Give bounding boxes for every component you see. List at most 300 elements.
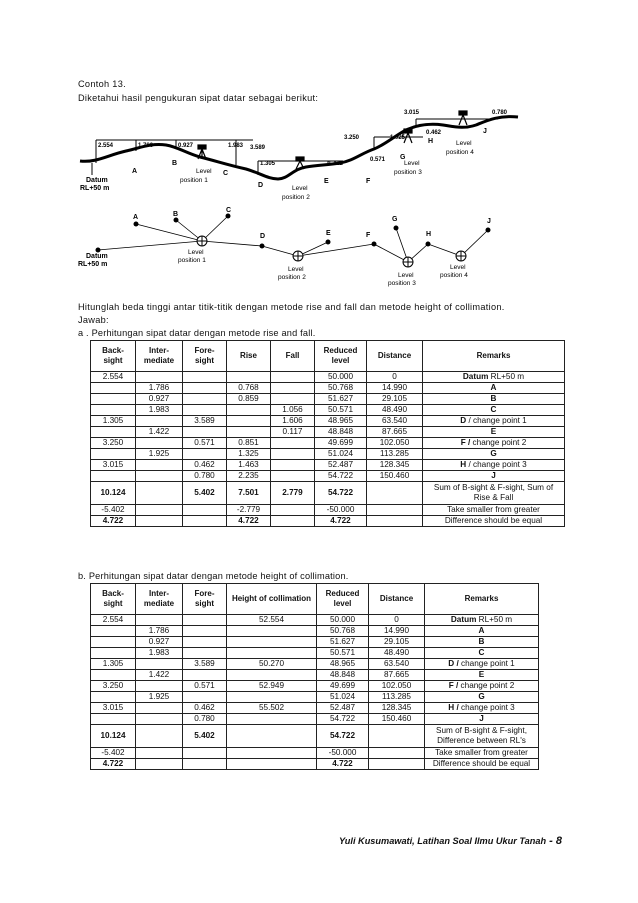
header-intermediate: Inter-mediate xyxy=(136,341,183,372)
cell-rl: 51.024 xyxy=(317,692,369,703)
remark-note: change point 2 xyxy=(470,438,527,447)
cell-bs xyxy=(91,637,136,648)
table-row xyxy=(91,372,565,383)
sum-backsight: 10.124 xyxy=(91,482,136,505)
cell-hc: 55.502 xyxy=(227,703,317,714)
header-backsight: Back-sight xyxy=(91,341,136,372)
cell-fall xyxy=(271,383,315,394)
cell-is xyxy=(136,681,183,692)
table-header-row xyxy=(91,341,565,372)
level-word: Level xyxy=(456,140,472,147)
cell-fs: 0.571 xyxy=(183,438,227,449)
level-word: Level xyxy=(188,249,204,256)
table-row xyxy=(91,405,565,416)
diff-rise: 4.722 xyxy=(227,516,271,527)
point-label: H xyxy=(426,231,432,238)
diff-reduced-level: 4.722 xyxy=(315,516,367,527)
cell-bs: 3.250 xyxy=(91,438,136,449)
table-row xyxy=(91,471,565,482)
cell-hc xyxy=(227,626,317,637)
cell-bs xyxy=(91,626,136,637)
point-label: F xyxy=(366,232,371,239)
cell-is xyxy=(136,471,183,482)
cell-dist: 102.050 xyxy=(369,681,425,692)
cell-bs xyxy=(91,383,136,394)
cell-bs xyxy=(91,427,136,438)
remark-point: E xyxy=(490,427,497,436)
remark-point: H xyxy=(460,460,467,469)
level-word: Level xyxy=(398,272,414,279)
cell-fs xyxy=(183,405,227,416)
cell-bs: 2.554 xyxy=(91,615,136,626)
cell-rise xyxy=(227,372,271,383)
header-backsight: Back-sight xyxy=(91,584,136,615)
cell-is xyxy=(136,438,183,449)
cell-bs: 3.015 xyxy=(91,703,136,714)
cell-is xyxy=(136,416,183,427)
cell-dist: 113.285 xyxy=(369,692,425,703)
cell-fs xyxy=(183,427,227,438)
point-label: B xyxy=(173,211,179,218)
cell-fall xyxy=(271,394,315,405)
point-label: D xyxy=(260,233,266,240)
cell-rise: 2.235 xyxy=(227,471,271,482)
cell-hc: 52.949 xyxy=(227,681,317,692)
remark-point: B xyxy=(478,637,485,646)
cell-rl: 51.627 xyxy=(317,637,369,648)
cell-rise xyxy=(227,405,271,416)
reading-label: 1.983 xyxy=(228,143,244,149)
sum-reduced-level: 54.722 xyxy=(317,725,369,748)
point-label: F xyxy=(366,178,371,185)
sum-rise: 7.501 xyxy=(227,482,271,505)
cell-dist: 102.050 xyxy=(367,438,423,449)
cell-is: 1.786 xyxy=(136,626,183,637)
cell-fs xyxy=(183,637,227,648)
cell-remarks xyxy=(425,648,539,659)
cell-remarks xyxy=(423,438,565,449)
diff-remarks: Difference should be equal xyxy=(423,516,565,527)
cell-dist: 150.460 xyxy=(367,471,423,482)
table-row xyxy=(91,637,539,648)
cell-rise: 0.851 xyxy=(227,438,271,449)
cell-fs: 3.589 xyxy=(183,659,227,670)
sum-backsight: 10.124 xyxy=(91,725,136,748)
cell-dist: 0 xyxy=(369,615,425,626)
table-row xyxy=(91,626,539,637)
remark-note: RL+50 m xyxy=(488,372,525,381)
cell-fs xyxy=(183,626,227,637)
sum-foresight: 5.402 xyxy=(183,482,227,505)
remark-point: J xyxy=(479,714,484,723)
level-word: Level xyxy=(404,160,420,167)
rise-fall-table xyxy=(90,340,565,527)
cell-is xyxy=(136,714,183,725)
sum-remarks: Sum of B-sight & F-sight, Sum of Rise & Fall xyxy=(423,482,565,505)
level-position-3: position 3 xyxy=(394,169,422,176)
cell-fs xyxy=(183,615,227,626)
cell-fall xyxy=(271,372,315,383)
point-label: D xyxy=(258,182,264,189)
sub-reduced-level: -50.000 xyxy=(317,748,369,759)
diff-remarks: Difference should be equal xyxy=(425,759,539,770)
sum-row xyxy=(91,725,539,748)
remark-point: J xyxy=(491,471,496,480)
answer-label: Jawab: xyxy=(78,315,109,325)
cell-rl: 49.699 xyxy=(315,438,367,449)
cell-fs: 0.571 xyxy=(183,681,227,692)
level-word: Level xyxy=(450,264,466,271)
cell-rl: 54.722 xyxy=(317,714,369,725)
cell-dist: 128.345 xyxy=(367,460,423,471)
page-footer xyxy=(339,835,562,847)
cell-remarks xyxy=(425,703,539,714)
cell-fall: 0.117 xyxy=(271,427,315,438)
reading-label: 3.015 xyxy=(404,110,420,116)
cell-dist: 63.540 xyxy=(367,416,423,427)
point-label: B xyxy=(172,160,178,167)
example-number: Contoh 13. xyxy=(78,79,126,89)
point-label: A xyxy=(132,168,138,175)
sub-backsight: -5.402 xyxy=(91,748,136,759)
point-label: J xyxy=(483,128,487,135)
reading-label: 1.786 xyxy=(138,143,154,149)
cell-rl: 48.965 xyxy=(317,659,369,670)
header-reduced-level: Reduced level xyxy=(317,584,369,615)
cell-fs: 0.462 xyxy=(183,460,227,471)
sub-remarks: Take smaller from greater xyxy=(423,505,565,516)
cell-bs xyxy=(91,405,136,416)
table-row xyxy=(91,427,565,438)
cell-rl: 48.848 xyxy=(315,427,367,438)
point-label: C xyxy=(226,207,232,214)
point-label: C xyxy=(223,170,229,177)
cell-is: 1.786 xyxy=(136,383,183,394)
cell-dist: 29.105 xyxy=(369,637,425,648)
cell-dist: 150.460 xyxy=(369,714,425,725)
cell-bs: 3.015 xyxy=(91,460,136,471)
header-rise: Rise xyxy=(227,341,271,372)
cell-hc: 52.554 xyxy=(227,615,317,626)
question-text: Hitunglah beda tinggi antar titik-titik dengan metode rise and fall dan metode height of collimation. xyxy=(78,302,505,312)
remark-point: G xyxy=(490,449,497,458)
datum-rl-label: RL+50 m xyxy=(78,261,108,268)
reading-label: 2.554 xyxy=(98,143,114,149)
level-position-3: position 3 xyxy=(388,280,416,287)
cell-fs: 0.462 xyxy=(183,703,227,714)
table-body xyxy=(91,615,539,725)
sum-foresight: 5.402 xyxy=(183,725,227,748)
reading-label: 1.925 xyxy=(390,135,406,141)
cell-fall xyxy=(271,471,315,482)
cell-bs xyxy=(91,714,136,725)
cell-rl: 50.571 xyxy=(317,648,369,659)
remark-point: D xyxy=(460,416,467,425)
cell-rl: 50.000 xyxy=(315,372,367,383)
datum-label: Datum xyxy=(86,177,108,184)
level-word: Level xyxy=(196,168,212,175)
cell-dist: 14.990 xyxy=(367,383,423,394)
cell-dist: 113.285 xyxy=(367,449,423,460)
table-row xyxy=(91,648,539,659)
cell-bs xyxy=(91,692,136,703)
table-row xyxy=(91,692,539,703)
cell-fs xyxy=(183,692,227,703)
sub-backsight: -5.402 xyxy=(91,505,136,516)
cell-fall: 1.056 xyxy=(271,405,315,416)
sum-remarks: Sum of B-sight & F-sight, Difference between RL's xyxy=(425,725,539,748)
point-label: J xyxy=(487,218,491,225)
header-remarks: Remarks xyxy=(423,341,565,372)
point-label: E xyxy=(326,230,331,237)
page-number: - 8 xyxy=(546,835,562,847)
cell-fs xyxy=(183,670,227,681)
header-reduced-level: Reduced level xyxy=(315,341,367,372)
level-word: Level xyxy=(288,266,304,273)
remark-point: B xyxy=(490,394,497,403)
cell-rl: 54.722 xyxy=(315,471,367,482)
remark-point: A xyxy=(490,383,497,392)
cell-is: 1.422 xyxy=(136,427,183,438)
cell-hc: 50.270 xyxy=(227,659,317,670)
cell-fall xyxy=(271,438,315,449)
table-row xyxy=(91,383,565,394)
sum-fall: 2.779 xyxy=(271,482,315,505)
cell-remarks xyxy=(423,372,565,383)
cell-rl: 48.965 xyxy=(315,416,367,427)
remark-note: / change point 1 xyxy=(466,416,527,425)
header-foresight: Fore-sight xyxy=(183,341,227,372)
level-position-4: position 4 xyxy=(440,272,468,279)
cell-remarks xyxy=(425,670,539,681)
cell-fs xyxy=(183,383,227,394)
reading-label: 0.462 xyxy=(426,130,442,136)
cell-dist: 87.665 xyxy=(369,670,425,681)
level-position-1: position 1 xyxy=(180,177,208,184)
cell-bs: 3.250 xyxy=(91,681,136,692)
reading-label: 1.305 xyxy=(260,161,276,167)
sum-reduced-level: 54.722 xyxy=(315,482,367,505)
reading-label: 0.780 xyxy=(492,110,508,116)
cell-fs: 0.780 xyxy=(183,471,227,482)
header-fall: Fall xyxy=(271,341,315,372)
cell-remarks xyxy=(423,405,565,416)
remark-note: change point 2 xyxy=(460,681,515,690)
level-position-2: position 2 xyxy=(278,274,306,281)
table-row xyxy=(91,615,539,626)
cell-rise: 1.463 xyxy=(227,460,271,471)
difference-row xyxy=(91,759,539,770)
cell-is: 0.927 xyxy=(136,394,183,405)
reading-label: 3.250 xyxy=(344,135,360,141)
cell-remarks xyxy=(425,615,539,626)
table-row xyxy=(91,438,565,449)
cell-dist: 87.665 xyxy=(367,427,423,438)
given-text: Diketahui hasil pengukuran sipat datar sebagai berikut: xyxy=(78,93,319,103)
cell-rise: 1.325 xyxy=(227,449,271,460)
header-intermediate: Inter-mediate xyxy=(136,584,183,615)
remark-point: Datum xyxy=(462,372,489,381)
level-plan-diagram xyxy=(78,206,528,292)
cell-rise: 0.768 xyxy=(227,383,271,394)
cell-bs xyxy=(91,670,136,681)
cell-bs xyxy=(91,394,136,405)
sub-remarks: Take smaller from greater xyxy=(425,748,539,759)
cell-rl: 50.000 xyxy=(317,615,369,626)
cell-bs: 1.305 xyxy=(91,416,136,427)
cell-remarks xyxy=(425,659,539,670)
level-position-4: position 4 xyxy=(446,149,474,156)
cell-dist: 29.105 xyxy=(367,394,423,405)
reading-label: 3.589 xyxy=(250,145,266,151)
subtract-row xyxy=(91,505,565,516)
cell-rl: 52.487 xyxy=(317,703,369,714)
cell-is: 1.983 xyxy=(136,648,183,659)
remark-point: C xyxy=(478,648,485,657)
table-row xyxy=(91,659,539,670)
cell-dist: 128.345 xyxy=(369,703,425,714)
header-distance: Distance xyxy=(369,584,425,615)
cell-remarks xyxy=(423,427,565,438)
cell-rl: 50.768 xyxy=(315,383,367,394)
cell-is: 1.925 xyxy=(136,449,183,460)
table-row xyxy=(91,670,539,681)
cell-remarks xyxy=(423,449,565,460)
datum-label: Datum xyxy=(86,253,108,260)
cell-dist: 48.490 xyxy=(367,405,423,416)
cell-is: 1.422 xyxy=(136,670,183,681)
height-collimation-table xyxy=(90,583,539,770)
reading-label: 0.927 xyxy=(178,143,194,149)
reading-label: 1.422 xyxy=(328,161,344,167)
footer-author: Yuli Kusumawati, Latihan Soal Ilmu Ukur Tanah xyxy=(339,836,547,846)
cell-is: 1.983 xyxy=(136,405,183,416)
remark-point: F / xyxy=(460,438,471,447)
table-row xyxy=(91,449,565,460)
cell-fs xyxy=(183,648,227,659)
cell-rl: 50.768 xyxy=(317,626,369,637)
cell-rl: 51.627 xyxy=(315,394,367,405)
cell-dist: 48.490 xyxy=(369,648,425,659)
subtract-row xyxy=(91,748,539,759)
table-row xyxy=(91,703,539,714)
cell-bs xyxy=(91,449,136,460)
cell-dist: 0 xyxy=(367,372,423,383)
cell-rl: 52.487 xyxy=(315,460,367,471)
header-distance: Distance xyxy=(367,341,423,372)
header-height-of-collimation: Height of collimation xyxy=(227,584,317,615)
cell-is xyxy=(136,615,183,626)
remark-point: G xyxy=(478,692,485,701)
cell-is: 0.927 xyxy=(136,637,183,648)
cell-remarks xyxy=(425,637,539,648)
remark-point: E xyxy=(478,670,485,679)
cell-fs xyxy=(183,394,227,405)
cell-remarks xyxy=(425,714,539,725)
cell-hc xyxy=(227,670,317,681)
cell-hc xyxy=(227,692,317,703)
diff-backsight: 4.722 xyxy=(91,516,136,527)
cell-hc xyxy=(227,714,317,725)
remark-note: RL+50 m xyxy=(476,615,513,624)
reading-label: 0.571 xyxy=(370,157,386,163)
table-row xyxy=(91,681,539,692)
cell-hc xyxy=(227,648,317,659)
cell-fs: 3.589 xyxy=(183,416,227,427)
table-a-title: a . Perhitungan sipat datar dengan metode rise and fall. xyxy=(78,328,316,338)
cell-is xyxy=(136,703,183,714)
difference-row xyxy=(91,516,565,527)
level-position-2: position 2 xyxy=(282,194,310,201)
diff-reduced-level: 4.722 xyxy=(317,759,369,770)
cell-rl: 51.024 xyxy=(315,449,367,460)
table-header-row xyxy=(91,584,539,615)
cell-rl: 48.848 xyxy=(317,670,369,681)
table-row xyxy=(91,714,539,725)
table-row xyxy=(91,460,565,471)
remark-note: change point 1 xyxy=(461,659,515,668)
point-label: G xyxy=(400,154,406,161)
cell-remarks xyxy=(423,416,565,427)
cell-remarks xyxy=(423,460,565,471)
cell-is: 1.925 xyxy=(136,692,183,703)
remark-point: H / xyxy=(448,703,462,712)
point-label: A xyxy=(133,214,139,221)
cell-hc xyxy=(227,637,317,648)
diff-backsight: 4.722 xyxy=(91,759,136,770)
datum-rl-label: RL+50 m xyxy=(80,185,110,192)
cell-is xyxy=(136,372,183,383)
table-body xyxy=(91,372,565,482)
cell-rl: 50.571 xyxy=(315,405,367,416)
cell-remarks xyxy=(423,471,565,482)
cell-rl: 49.699 xyxy=(317,681,369,692)
level-word: Level xyxy=(292,185,308,192)
table-row xyxy=(91,394,565,405)
point-label: E xyxy=(324,178,329,185)
cell-is xyxy=(136,659,183,670)
cell-bs: 2.554 xyxy=(91,372,136,383)
table-b-title: b. Perhitungan sipat datar dengan metode height of collimation. xyxy=(78,571,349,581)
cell-bs xyxy=(91,471,136,482)
cell-remarks xyxy=(423,394,565,405)
level-section-diagram xyxy=(78,103,528,203)
cell-fs: 0.780 xyxy=(183,714,227,725)
cell-bs xyxy=(91,648,136,659)
header-foresight: Fore-sight xyxy=(183,584,227,615)
cell-rise xyxy=(227,416,271,427)
cell-fs xyxy=(183,372,227,383)
point-label: G xyxy=(392,216,398,223)
cell-fs xyxy=(183,449,227,460)
sub-rise: -2.779 xyxy=(227,505,271,516)
remark-point: A xyxy=(478,626,485,635)
cell-fall xyxy=(271,460,315,471)
table-row xyxy=(91,416,565,427)
remark-point: F / xyxy=(448,681,461,690)
cell-is xyxy=(136,460,183,471)
header-remarks: Remarks xyxy=(425,584,539,615)
point-label: H xyxy=(428,138,434,145)
remark-point: C xyxy=(490,405,497,414)
sum-row xyxy=(91,482,565,505)
cell-dist: 63.540 xyxy=(369,659,425,670)
cell-rise xyxy=(227,427,271,438)
cell-rise: 0.859 xyxy=(227,394,271,405)
level-position-1: position 1 xyxy=(178,257,206,264)
cell-remarks xyxy=(423,383,565,394)
cell-fall: 1.606 xyxy=(271,416,315,427)
